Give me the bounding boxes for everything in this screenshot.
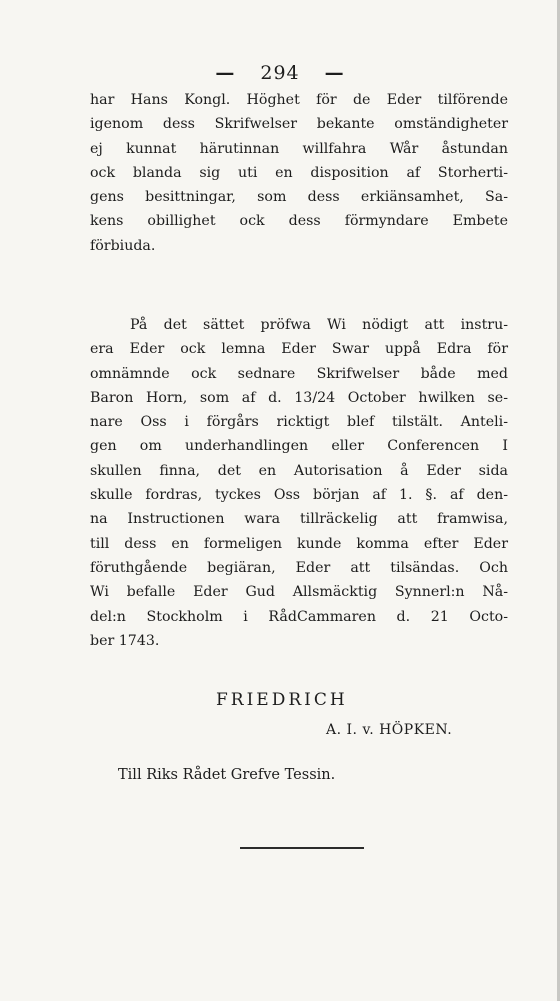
header-left-mark: —: [215, 62, 236, 84]
paragraph-2: [90, 313, 508, 653]
countersignature: A. I. v. HÖPKEN.: [326, 722, 453, 738]
text-line: gens besittningar, som dess erkiänsamhet, Sa-: [90, 189, 508, 206]
text-line: förbiuda.: [90, 237, 156, 254]
header-right-mark: —: [324, 62, 345, 84]
text-line: skulle fordras, tyckes Oss början af 1. §. af den-: [90, 487, 508, 504]
text-line: omnämnde ock sednare Skrifwelser både med: [90, 365, 508, 382]
text-line: har Hans Kongl. Höghet för de Eder tilförende: [90, 92, 508, 108]
text-line: ber 1743.: [90, 632, 160, 649]
text-line: skullen finna, det en Autorisation å Eder sida: [90, 462, 508, 479]
text-line: nare Oss i förgårs ricktigt blef tilstält. Anteli-: [90, 414, 508, 431]
paragraph-1: [90, 88, 508, 258]
text-line: till dess en formeligen kunde komma efter Eder: [90, 535, 508, 552]
closing-rule: [240, 847, 364, 849]
text-line: na Instructionen wara tillräckelig att framwisa,: [90, 511, 508, 528]
text-line: gen om underhandlingen eller Conferencen I: [90, 438, 508, 455]
text-line: Baron Horn, som af d. 13/24 October hwilken se-: [90, 389, 508, 406]
page-header: [0, 62, 560, 84]
signature: FRIEDRICH: [216, 690, 348, 710]
text-line: era Eder ock lemna Eder Swar uppå Edra för: [90, 341, 508, 358]
text-line: ock blanda sig uti en disposition af Storherti-: [90, 164, 508, 181]
text-line: På det sättet pröfwa Wi nödigt att instru-: [130, 317, 508, 333]
text-line: föruthgående begiäran, Eder att tilsändas. Och: [90, 559, 508, 576]
text-line: ej kunnat härutinnan willfahra Wår åstundan: [90, 140, 508, 157]
address-line: Till Riks Rådet Grefve Tessin.: [118, 767, 336, 783]
text-line: kens obillighet ock dess förmyndare Embete: [90, 213, 508, 230]
text-line: Wi befalle Eder Gud Allsmäcktig Synnerl:n Nå-: [90, 584, 508, 601]
page-number: 294: [260, 62, 300, 84]
text-line: del:n Stockholm i RådCammaren d. 21 Octo-: [90, 608, 508, 625]
text-line: igenom dess Skrifwelser bekante omständigheter: [90, 116, 508, 133]
